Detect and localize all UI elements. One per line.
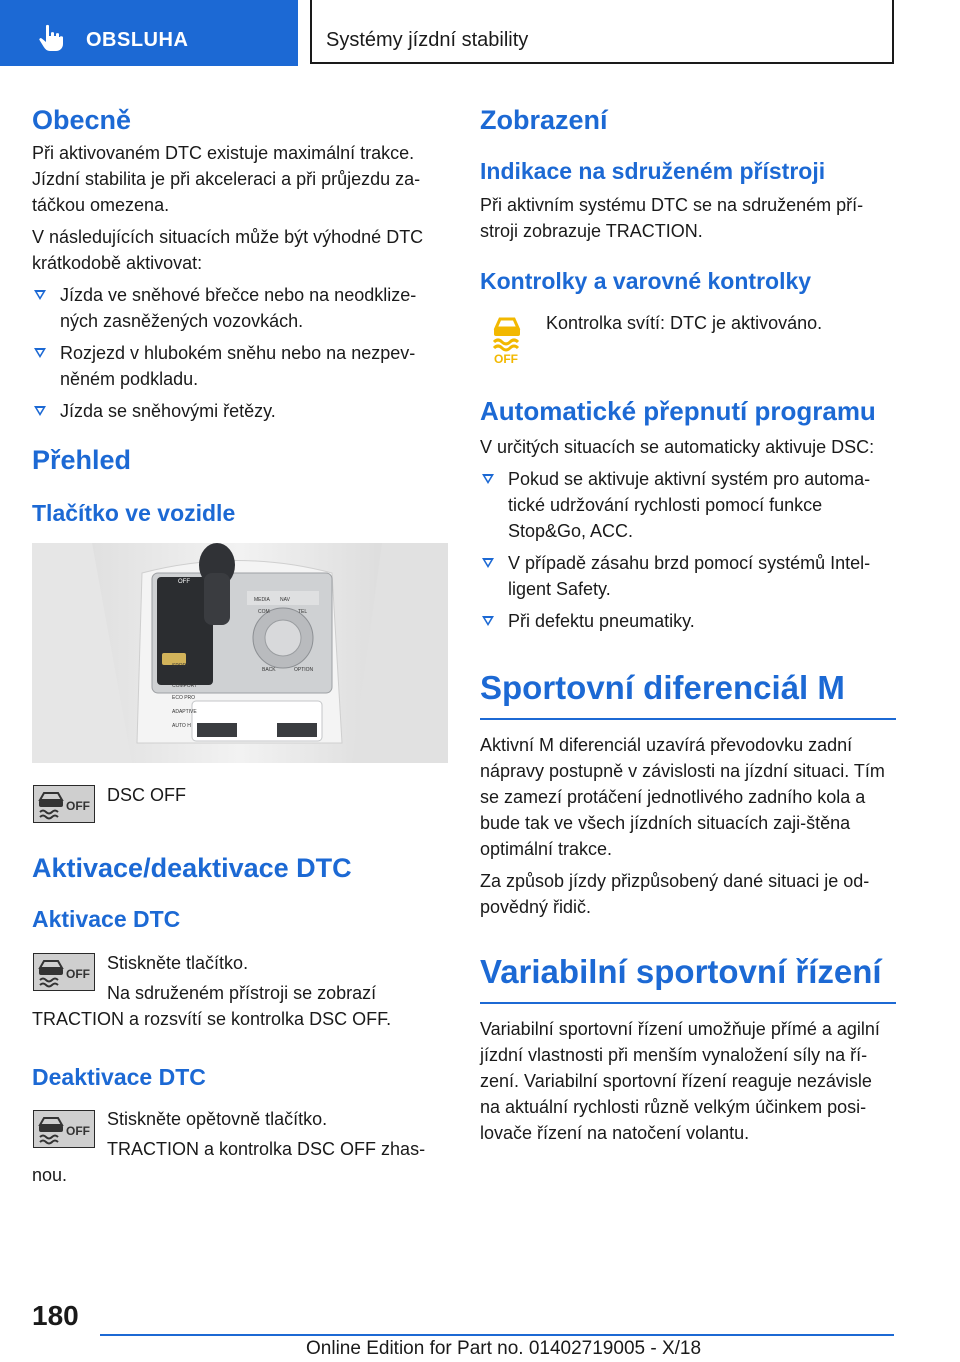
paragraph-obecne-2: V následujících situacích může být výhodné DTC krátkodobě aktivovat:: [32, 227, 424, 273]
warning-icon-text: OFF: [494, 352, 518, 366]
paragraph-sport-dif-1: Aktivní M diferenciál uzavírá převodovku zadní nápravy postupně v závislosti na jízdní situaci. Tím se zamezí protáčení jednotlivého zadního kola a bude tak ve všech jízdních situacích zaji-štěna optimální trakce.: [480, 735, 885, 859]
photo-label-auto-h: AUTO H: [172, 723, 191, 729]
heading-obecne: Obecně: [32, 105, 132, 135]
heading-var-rizeni: Variabilní sportovní řízení: [480, 952, 896, 1004]
traction-warning-icon: [486, 310, 528, 366]
bullet-triangle-icon: [34, 348, 46, 358]
photo-label-off: OFF: [178, 579, 190, 585]
heading-auto-prepnuti: Automatické přepnutí programu: [480, 396, 876, 426]
list-item-text: V případě zásahu brzd pomocí systémů Intel-ligent Safety.: [508, 553, 871, 599]
list-item: [480, 466, 896, 544]
breadcrumb: [310, 0, 894, 64]
bullet-triangle-icon: [34, 290, 46, 300]
list-item-text: Rozjezd v hlubokém sněhu nebo na nezpev-něném podkladu.: [60, 343, 416, 389]
heading-zobrazeni: Zobrazení: [480, 105, 608, 135]
hand-pointer-icon: [38, 24, 64, 52]
photo-label-comfort: COMFORT: [172, 683, 198, 689]
list-item-text: Jízda se sněhovými řetězy.: [60, 401, 276, 421]
photo-label-nav: NAV: [280, 597, 290, 603]
dsc-off-icon: [33, 785, 95, 823]
paragraph-obecne-1: Při aktivovaném DTC existuje maximální trakce. Jízdní stabilita je při akceleraci a při průjezdu za-táčkou omezena.: [32, 143, 421, 215]
dsc-off-icon-text: OFF: [66, 799, 90, 813]
heading-kontrolky: Kontrolky a varovné kontrolky: [480, 268, 812, 294]
list-item: [32, 398, 448, 424]
bullet-triangle-icon: [34, 406, 46, 416]
photo-label-sport: SPORT: [172, 663, 190, 669]
heading-aktivace: Aktivace DTC: [32, 906, 181, 932]
dsc-off-icon-text: OFF: [66, 1124, 90, 1138]
console-illustration: [32, 543, 448, 763]
list-item: [480, 608, 896, 634]
section-tab[interactable]: [0, 0, 298, 66]
paragraph-aktivace-1: Stiskněte tlačítko.: [107, 953, 249, 973]
heading-indikace: Indikace na sdruženém přístroji: [480, 158, 826, 184]
photo-label-com: COM: [258, 609, 270, 615]
kontrolka-text: Kontrolka svítí: DTC je aktivováno.: [546, 313, 823, 333]
list-item: [32, 282, 448, 334]
breadcrumb-text: Systémy jízdní stability: [326, 29, 529, 51]
heading-sport-dif: Sportovní diferenciál M: [480, 668, 896, 720]
paragraph-indikace: Při aktivním systému DTC se na sdruženém pří-stroji zobrazuje TRACTION.: [480, 195, 864, 241]
paragraph-deaktivace-1: Stiskněte opětovně tlačítko.: [107, 1109, 328, 1129]
list-item: [32, 340, 448, 392]
list-item: [480, 550, 896, 602]
footer-edition: Online Edition for Part no. 01402719005 - X/18: [306, 1338, 702, 1359]
photo-label-eco: ECO PRO: [172, 695, 196, 701]
heading-aktivace-deaktivace: Aktivace/deaktivace DTC: [32, 853, 352, 883]
paragraph-aktivace-2: Na sdruženém přístroji se zobrazí TRACTION a rozsvítí se kontrolka DSC OFF.: [32, 983, 392, 1029]
page-header: [0, 0, 960, 66]
photo-label-back: BACK: [262, 667, 276, 673]
bullet-triangle-icon: [482, 616, 494, 626]
console-photo: [32, 543, 448, 763]
bullet-triangle-icon: [482, 558, 494, 568]
paragraph-deaktivace-2: TRACTION a kontrolka DSC OFF zhas-nou.: [32, 1139, 426, 1185]
heading-tlacitko: Tlačítko ve vozidle: [32, 500, 236, 526]
footer-divider: [100, 1334, 894, 1336]
heading-prehled: Přehled: [32, 445, 132, 475]
dsc-off-label: DSC OFF: [107, 785, 186, 805]
heading-deaktivace: Deaktivace DTC: [32, 1064, 206, 1090]
photo-label-media: MEDIA: [254, 597, 270, 603]
page-number: 180: [32, 1300, 79, 1331]
list-item-text: Jízda ve sněhové břečce nebo na neodklize-ných zasněžených vozovkách.: [60, 285, 417, 331]
list-item-text: Při defektu pneumatiky.: [508, 611, 695, 631]
list-item-text: Pokud se aktivuje aktivní systém pro automa-tické udržování rychlosti pomocí funkce Stop&Go, ACC.: [508, 469, 871, 541]
paragraph-sport-dif-2: Za způsob jízdy přizpůsobený dané situaci je od-povědný řidič.: [480, 871, 870, 917]
photo-label-option: OPTION: [294, 667, 314, 673]
paragraph-auto: V určitých situacích se automaticky aktivuje DSC:: [480, 437, 875, 457]
photo-label-adaptive: ADAPTIVE: [172, 709, 197, 715]
paragraph-var-rizeni: Variabilní sportovní řízení umožňuje přímé a agilní jízdní vlastnosti při menším vynaložení síly na ří-zení. Variabilní sportovní řízení reaguje nezávisle na aktuální rychlosti různě velkým účinkem posi-lovače řízení na natočení volantu.: [480, 1019, 880, 1143]
dsc-off-icon-text: OFF: [66, 967, 90, 981]
section-tab-label: OBSLUHA: [86, 29, 189, 51]
photo-label-tel: TEL: [298, 609, 308, 615]
bullet-triangle-icon: [482, 474, 494, 484]
